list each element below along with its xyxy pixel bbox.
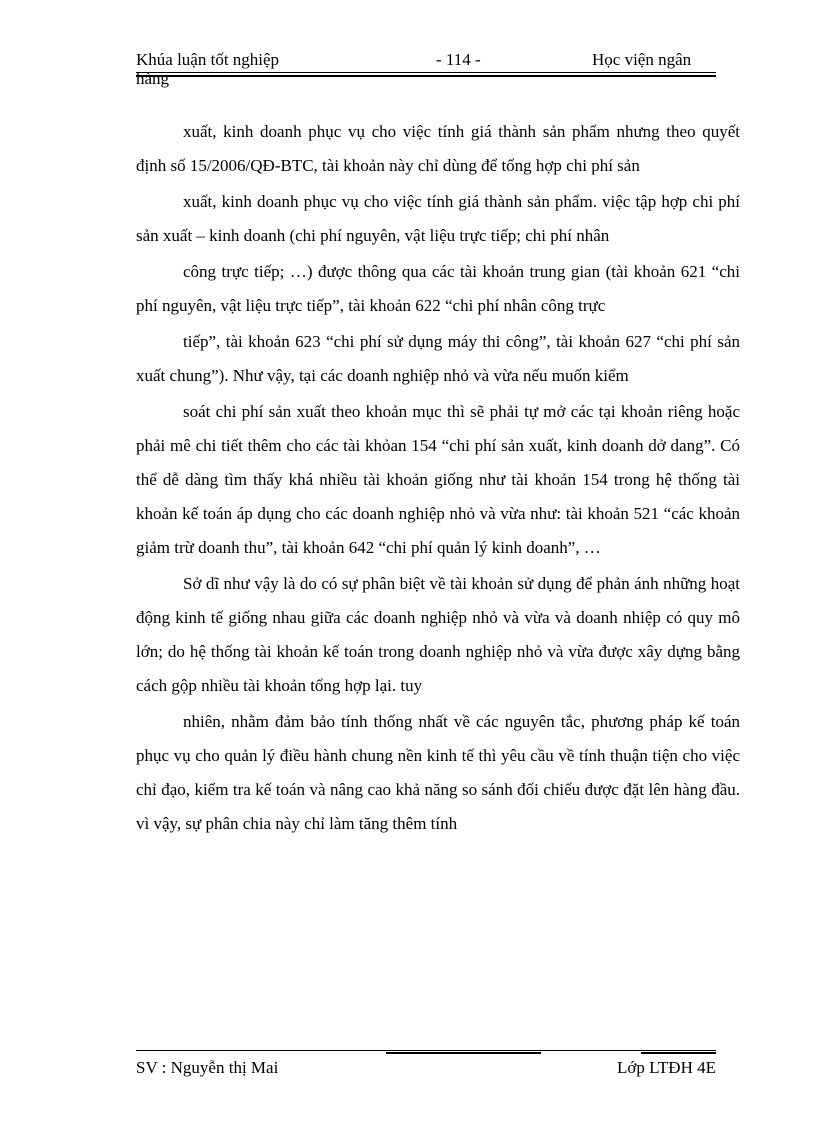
header-rule-thin: [136, 72, 716, 73]
page-number: - 114 -: [436, 50, 481, 69]
paragraph: soát chi phí sản xuất theo khoản mục thì sẽ phải tự mở các tại khoản riêng hoặc phải mê chi tiết thêm cho các tài khỏan 154 “chi phí sản xuất, kinh doanh dở dang”. Có thể dễ dàng tìm thấy khá nhiều tài khoản giống như tài khoản 154 trong hệ thống tài khoản kế toán áp dụng cho các doanh nghiệp nhỏ và vừa như: tài khoản 521 “các khoản giảm trừ doanh thu”, tài khoản 642 “chi phí quản lý kinh doanh”, …: [136, 402, 740, 557]
document-body: [136, 115, 740, 841]
header-thesis-title: Khúa luận tốt nghiệp hàng: [136, 50, 280, 88]
paragraph: công trực tiếp; …) được thông qua các tài khoản trung gian (tài khoản 621 “chi phí nguyên, vật liệu trực tiếp”, tài khoản 622 “chi phí nhân công trực: [136, 262, 740, 315]
paragraph: tiếp”, tài khoản 623 “chi phí sử dụng máy thi công”, tài khoản 627 “chi phí sản xuất chung”). Như vậy, tại các doanh nghiệp nhỏ và vừa nếu muốn kiểm: [136, 332, 740, 385]
paragraph: xuất, kinh doanh phục vụ cho việc tính giá thành sản phẩm. việc tập hợp chi phí sản xuất – kinh doanh (chi phí nguyên, vật liệu trực tiếp; chi phí nhân: [136, 192, 740, 245]
footer-class-name: Lớp LTĐH 4E: [616, 1058, 716, 1077]
page-footer: [136, 1050, 716, 1090]
page-header: [136, 50, 716, 90]
footer-student-name: SV : Nguyễn thị Mai: [136, 1058, 279, 1077]
footer-rule-thick-center: [386, 1052, 541, 1054]
paragraph: Sở dĩ như vậy là do có sự phân biệt về tài khoản sử dụng để phản ánh những hoạt động kinh tế giống nhau giữa các doanh nghiệp nhỏ và vừa và doanh nhiệp có quy mô lớn; do hệ thống tài khoản kế toán trong doanh nghiệp nhỏ và vừa được xây dựng bằng cách gộp nhiều tài khoản tổng hợp lại. tuy: [136, 574, 740, 695]
paragraph: xuất, kinh doanh phục vụ cho việc tính giá thành sản phẩm nhưng theo quyết định số 15/2006/QĐ-BTC, tài khoản này chỉ dùng để tổng hợp chi phí sản: [136, 122, 740, 175]
header-institution: Học viện ngân: [592, 50, 692, 69]
footer-rule-thick-right: [641, 1052, 716, 1054]
paragraph: nhiên, nhằm đảm bảo tính thống nhất về các nguyên tắc, phương pháp kế toán phục vụ cho quản lý điều hành chung nền kinh tế thì yêu cầu về tính thuận tiện cho việc chỉ đạo, kiểm tra kế toán và nâng cao khả năng so sánh đối chiếu được đặt lên hàng đầu. vì vậy, sự phân chia này chỉ làm tăng thêm tính: [136, 712, 740, 833]
footer-rule-thin: [136, 1050, 716, 1051]
header-rule-thick: [136, 75, 716, 77]
